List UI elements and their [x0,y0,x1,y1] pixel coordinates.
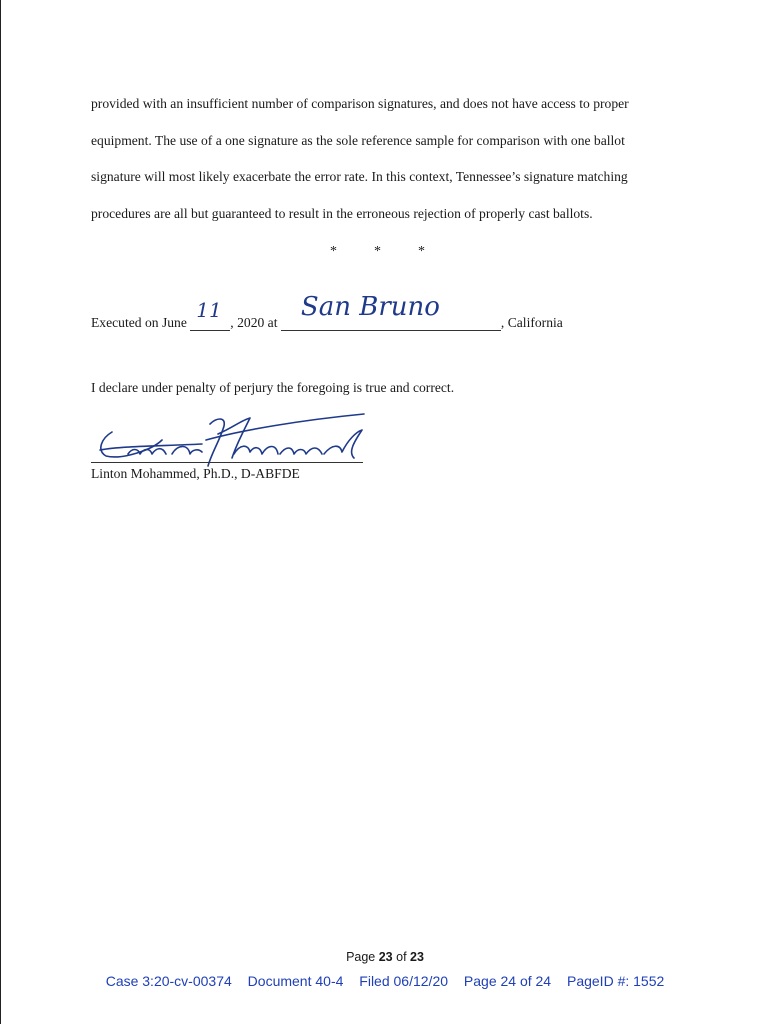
signature-line [91,462,363,463]
stamp-document: Document 40-4 [247,973,344,989]
execution-line [91,292,563,331]
page-total: 23 [410,950,424,964]
body-line-4: procedures are all but guaranteed to result in the erroneous rejection of properly cast ballots. [91,205,593,221]
city-blank [281,292,501,331]
handwritten-city: San Bruno [300,292,440,322]
stamp-page: Page 24 of 24 [463,973,552,989]
section-separator [330,244,462,260]
body-line-1: provided with an insufficient number of comparison signatures, and does not have access to proper [91,96,629,111]
handwritten-signature [92,410,372,470]
stamp-pageid: PageID #: 1552 [566,973,665,989]
execution-suffix: , California [500,315,563,330]
page-number [0,950,770,964]
separator-star: * [418,244,425,259]
page-current: 23 [378,950,393,964]
stamp-case: Case 3:20-cv-00374 [105,973,232,989]
filing-stamp [0,973,770,989]
scan-edge [0,0,1,1024]
handwritten-day: 11 [196,298,222,322]
body-line-2: equipment. The use of a one signature as the sole reference sample for comparison with one ballot [91,132,625,148]
body-line-3: signature will most likely exacerbate the error rate. In this context, Tennessee’s signature matching [91,169,628,184]
separator-star: * [330,244,337,259]
page-of: of [392,950,411,964]
day-blank [190,298,230,331]
body-paragraph [91,86,691,232]
execution-middle: , 2020 at [230,315,278,330]
separator-star: * [374,244,381,259]
execution-prefix: Executed on June [91,315,187,330]
declaration: I declare under penalty of perjury the foregoing is true and correct. [91,380,455,395]
stamp-filed: Filed 06/12/20 [359,973,449,989]
page-prefix: Page [346,950,379,964]
signer-name: Linton Mohammed, Ph.D., D-ABFDE [91,466,300,481]
